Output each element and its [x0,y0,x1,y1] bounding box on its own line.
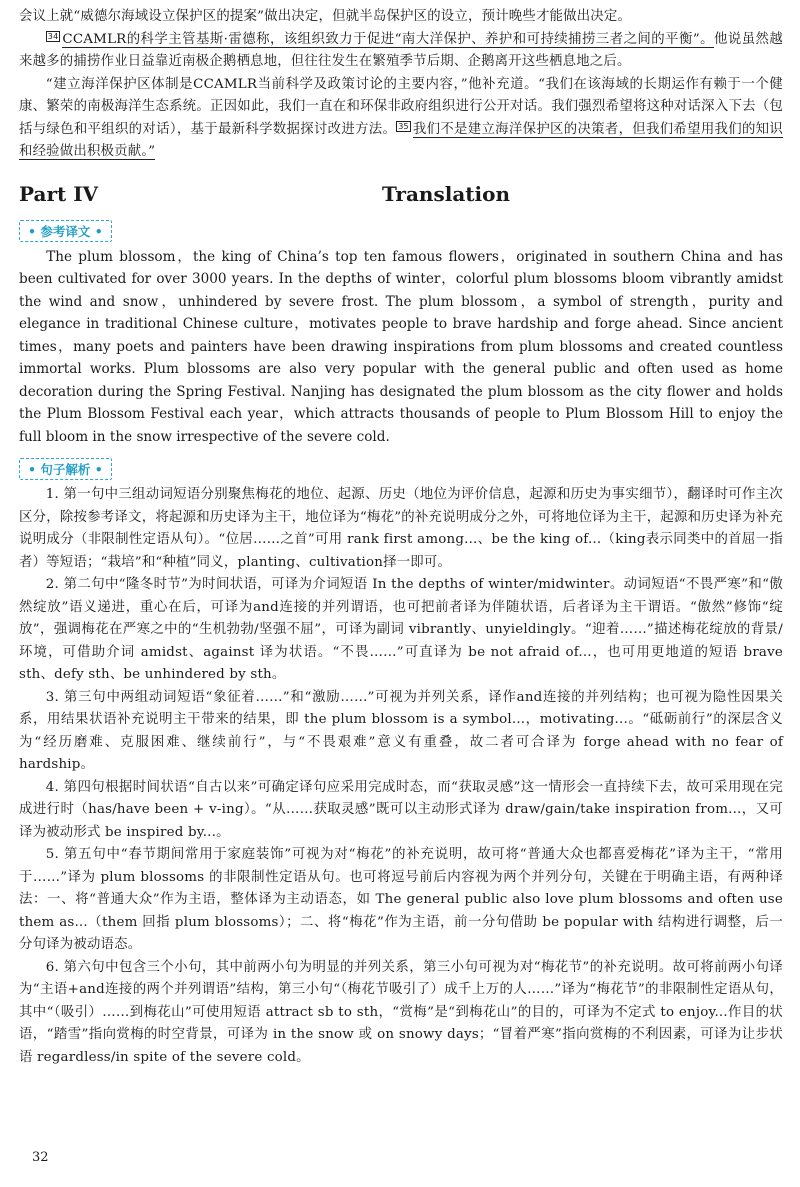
part-label: Part IV [19,181,99,206]
question-number-35: 35 [398,121,409,131]
underlined-sentence-35: 我们不是建立海洋保护区的决策者，但我们希望用我们的知识和经验做出积极贡献。” [19,121,783,159]
reference-translation-text: The plum blossom，the king of China’s top ten famous flowers，originated in southern China and has been cultivated for over 3000 years. In the depths of winter，colorful plum blossoms bloom vibrantly amidst the wind and snow，unhindered by severe frost. The plum blossom，a symbol of strength，purity and elegance in traditional Chinese culture，motivates people to brave hardship and forge ahead. Since ancient times，many poets and painters have been drawing inspirations from plum blossoms and created countless immortal works. Plum blossoms are also very popular with the general public and often used as home decoration during the Spring Festival. Nanjing has designated the plum blossom as the city flower and holds the Plum Blossom Festival each year，which attracts thousands of people to Plum Blossom Hill to enjoy the full bloom in the snow irrespective of the severe cold. [19,248,783,445]
underlined-sentence-34: CCAMLR的科学主管基斯·雷德称，该组织致力于促进“南大洋保护、养护和可持续捕捞三者之间的平衡”。 [62,31,714,47]
top-section [19,6,783,164]
analysis-item-2: 2. 第二句中“隆冬时节”为时间状语，可译为介词短语 In the depths of winter/midwinter。动词短语“不畏严寒”和“傲然绽放”语义递进，重心在后，可译为and连接的并列谓语，也可把前者译为伴随状语，后者译为主干谓语。“傲然”修饰“绽放”，强调梅花在严寒之中的“生机勃勃/坚强不屈”，可译为副词 vibrantly、unyieldingly。“迎着……”描述梅花绽放的背景/环境，可借助介词 amidst、against 译为状语。“不畏……”可直译为 be not afraid of...，也可用更地道的短语 brave sth、defy sth、be unhindered by sth。 [19,577,783,682]
reference-translation-badge: • 参考译文 • [19,220,112,242]
part-heading [19,182,783,208]
top-paragraph-3 [19,74,783,164]
analysis-item-1: 1. 第一句中三组动词短语分别聚焦梅花的地位、起源、历史（地位为评价信息，起源和历史为事实细节），翻译时可作主次区分，除按参考译文，将起源和历史译为主干，地位译为“梅花”的补充说明成分之外，可将地位译为主干，起源和历史译为补充说明成分（非限制性定语从句）。“位居……之首”可用 rank first among...、be the king of...（king表示同类中的首屈一指者）等短语；“栽培”和“种植”同义，planting、cultivation择一即可。 [19,487,783,570]
paragraph-2-rest: 他说虽然越来越多的捕捞作业日益靠近南极企鹅栖息地，但往往发生在繁殖季节后期、企鹅离开这些栖息地之后。 [19,31,784,69]
analysis-item-3: 3. 第三句中两组动词短语“象征着……”和“激励……”可视为并列关系，译作and连接的并列结构；也可视为隐性因果关系，用结果状语补充说明主干带来的结果，即 the plum blossom is a symbol...，motivating...。“砥砺前行”的深层含义为“经历磨难、克服困难、继续前行”，与“不畏艰难”意义有重叠，故二者可合译为 forge ahead with no fear of hardship。 [19,689,783,772]
analysis-item-6: 6. 第六句中包含三个小句，其中前两小句为明显的并列关系，第三小句可视为对“梅花节”的补充说明。故可将前两小句译为“主语+and连接的两个并列谓语”结构，第三小句“（梅花节吸引了）成千上万的人……”译为“梅花节”的非限制性定语从句，其中“（吸引）……到梅花山”可使用短语 attract sb to sth，“赏梅”是“到梅花山”的目的，可译为不定式 to enjoy...作目的状语，“踏雪”指向赏梅的时空背景，可译为 in the snow 或 on snowy days；“冒着严寒”指向赏梅的不利因素，可译为让步状语 regardless/in spite of the severe cold。 [19,959,783,1065]
page-number: 32 [32,1150,49,1165]
question-number-34: 34 [47,31,59,41]
analysis-item-4: 4. 第四句根据时间状语“自古以来”可确定译句应采用完成时态，而“获取灵感”这一情形会一直持续下去，故可采用现在完成进行时（has/have been + v-ing）。“从……获取灵感”既可以主动形式译为 draw/gain/take inspiration from...，又可译为被动形式 be inspired by...。 [19,779,783,840]
top-line-1: 会议上就“威德尔海域设立保护区的提案”做出决定，但就半岛保护区的设立，预计晚些才能做出决定。 [19,9,632,24]
sentence-analysis-list [19,484,783,1069]
sentence-analysis-badge: • 句子解析 • [19,458,112,480]
analysis-item-5: 5. 第五句中“春节期间常用于家庭装饰”可视为对“梅花”的补充说明，故可将“普通大众也都喜爱梅花”译为主干，“常用于……”译为 plum blossoms 的非限制性定语从句。也可将逗号前后内容视为两个并列分句，关键在于明确主语，有两种译法：一、将“普通大众”作为主语，整体译为主动语态，如 The general public also love plum blossoms and often use them as...（them 回指 plum blossoms）；二、将“梅花”作为主语，前一分句借助 be popular with 结构进行调整，后一分句译为被动语态。 [19,847,783,952]
part-title: Translation [382,181,510,206]
paragraph-3-start: “建立海洋保护区体制是CCAMLR当前科学及政策讨论的主要内容，”他补充道。“我们在该海域的长期运作有赖于一个健康、繁荣的南极海洋生态系统。正因如此，我们一直在和环保非政府组织进行公开对话。我们强烈希望将这种对话深入下去（包括与绿色和平组织的对话），基于最新科学数据探讨改进方法。 [19,76,783,137]
top-paragraph-2 [19,29,783,74]
page [19,0,783,1069]
